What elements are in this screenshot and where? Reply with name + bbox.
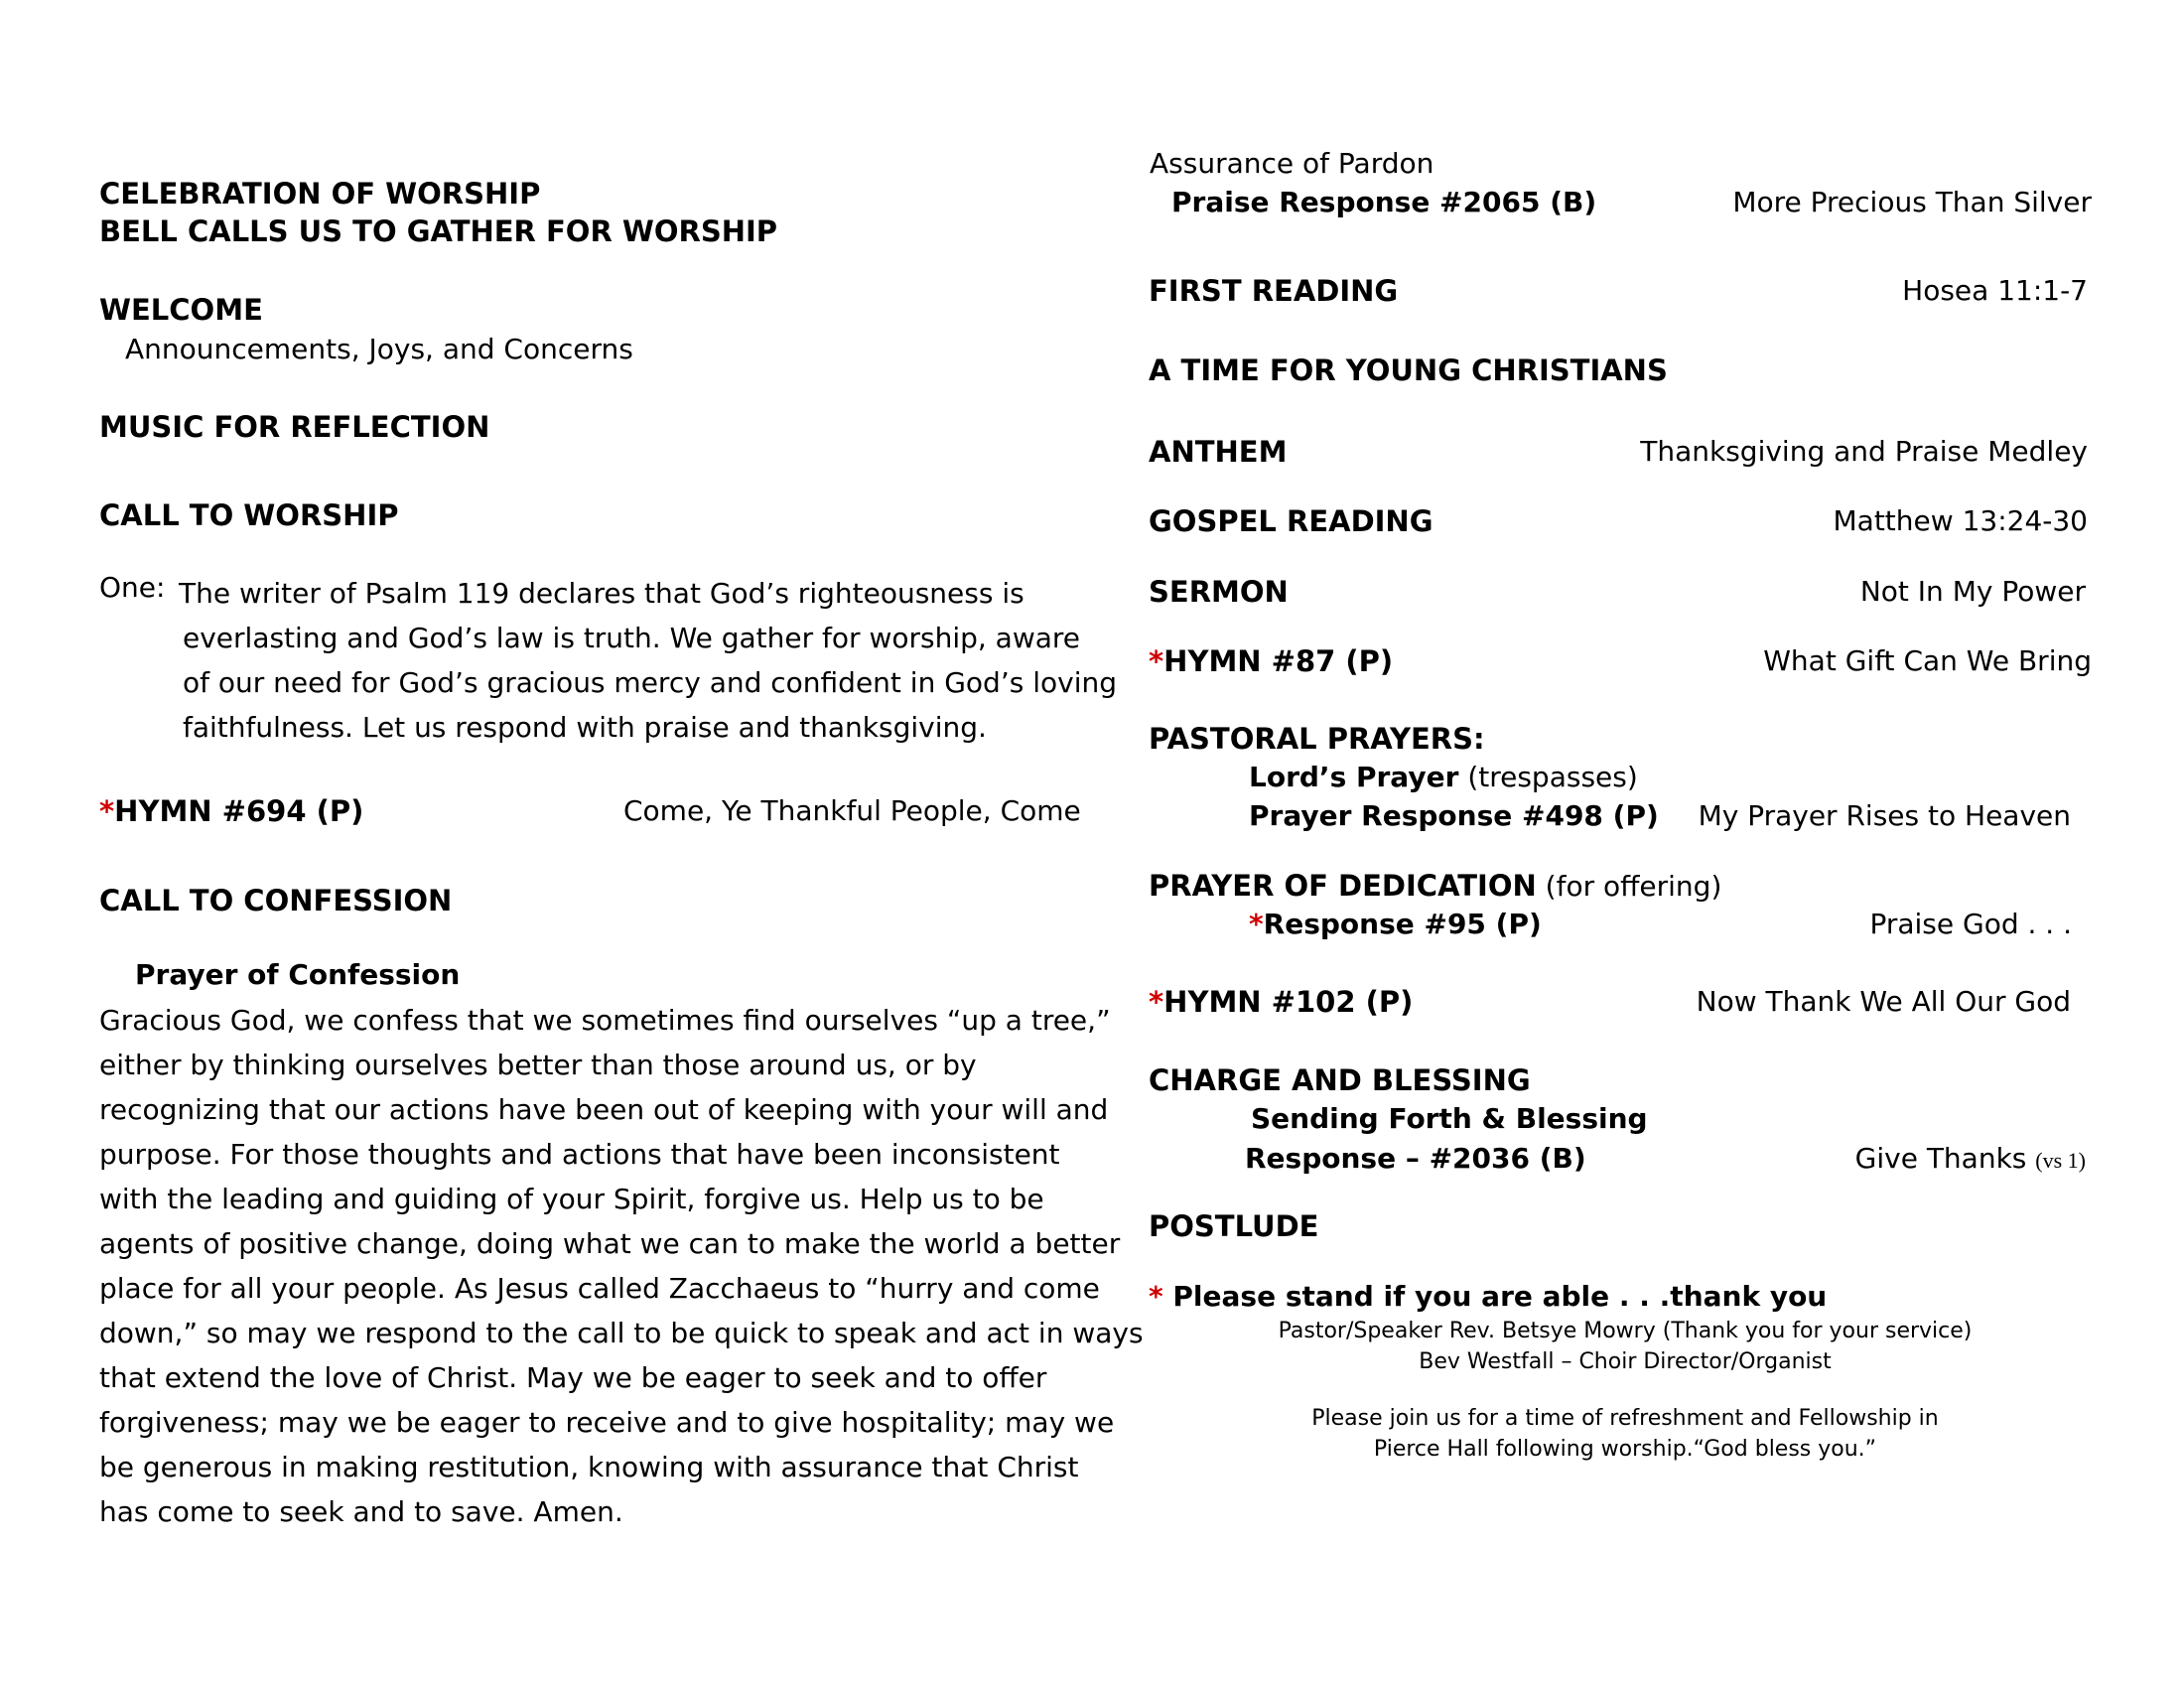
stand-asterisk: *	[1149, 644, 1164, 678]
organist-credit: Bev Westfall – Choir Director/Organist	[1419, 1349, 1832, 1374]
hymn-102-label: HYMN #102 (P)	[1163, 985, 1414, 1019]
hymn-694-label: HYMN #694 (P)	[114, 794, 364, 828]
confession-line: agents of positive change, doing what we can to make the world a better	[99, 1227, 1121, 1260]
give-thanks	[1855, 1142, 2086, 1175]
confession-line: place for all your people. As Jesus called Zacchaeus to “hurry and come	[99, 1272, 1100, 1305]
lords-prayer-label: Lord’s Prayer	[1249, 761, 1459, 793]
stand-asterisk: *	[1149, 985, 1164, 1019]
one-label: One:	[99, 571, 166, 604]
confession-line: down,” so may we respond to the call to be quick to speak and act in ways	[99, 1317, 1144, 1349]
response-95-label: Response #95 (P)	[1263, 908, 1542, 940]
heading-charge-and-blessing: CHARGE AND BLESSING	[1149, 1063, 1531, 1097]
hymn-87	[1149, 644, 1393, 678]
prayer-response-498: Prayer Response #498 (P)	[1249, 799, 1659, 832]
response-95-title: Praise God . . .	[1869, 908, 2072, 940]
prayer-of-dedication	[1149, 869, 1721, 903]
dedication-note: (for offering)	[1545, 870, 1722, 903]
call-worship-line: faithfulness. Let us respond with praise and thanksgiving.	[183, 711, 987, 744]
heading-call-to-worship: CALL TO WORSHIP	[99, 498, 399, 532]
sermon-title: Not In My Power	[1859, 575, 2086, 608]
call-to-worship-text	[179, 571, 1117, 750]
heading-young-christians: A TIME FOR YOUNG CHRISTIANS	[1149, 353, 1668, 387]
fellowship-notice-line-2: Pierce Hall following worship.“God bless you.”	[1373, 1437, 1877, 1462]
confession-line: be generous in making restitution, knowing with assurance that Christ	[99, 1451, 1079, 1483]
heading-call-to-confession: CALL TO CONFESSION	[99, 884, 453, 917]
confession-line: with the leading and guiding of your Spirit, forgive us. Help us to be	[99, 1183, 1044, 1215]
stand-asterisk: *	[99, 794, 115, 828]
stand-asterisk: *	[1149, 1280, 1163, 1313]
heading-gospel-reading: GOSPEL READING	[1149, 504, 1433, 538]
prayer-response-title: My Prayer Rises to Heaven	[1698, 799, 2071, 832]
confession-line: that extend the love of Christ. May we be eager to seek and to offer	[99, 1361, 1047, 1394]
lords-prayer	[1249, 761, 1638, 793]
gospel-ref: Matthew 13:24-30	[1833, 504, 2088, 537]
prayer-of-confession-title: Prayer of Confession	[135, 958, 461, 991]
anthem-title: Thanksgiving and Praise Medley	[1640, 435, 2088, 468]
confession-line: recognizing that our actions have been out of keeping with your will and	[99, 1093, 1109, 1126]
sending-forth: Sending Forth & Blessing	[1251, 1102, 1648, 1135]
praise-response-2065: Praise Response #2065 (B)	[1171, 186, 1597, 218]
praise-response-title: More Precious Than Silver	[1732, 186, 2092, 218]
confession-line: either by thinking ourselves better than those around us, or by	[99, 1049, 977, 1081]
welcome-subtext: Announcements, Joys, and Concerns	[125, 333, 633, 365]
hymn-102-title: Now Thank We All Our God	[1696, 985, 2071, 1018]
title-bell: BELL CALLS US TO GATHER FOR WORSHIP	[99, 214, 778, 248]
heading-anthem: ANTHEM	[1149, 435, 1288, 469]
heading-welcome: WELCOME	[99, 293, 263, 327]
hymn-102	[1149, 985, 1413, 1019]
prayer-of-dedication-label: PRAYER OF DEDICATION	[1149, 869, 1537, 903]
assurance-of-pardon: Assurance of Pardon	[1150, 147, 1434, 180]
call-worship-line: of our need for God’s gracious mercy and confident in God’s loving	[183, 666, 1117, 699]
confession-line: purpose. For those thoughts and actions that have been inconsistent	[99, 1138, 1060, 1171]
fellowship-notice-line-1: Please join us for a time of refreshment and Fellowship in	[1311, 1406, 1939, 1431]
confession-line: Gracious God, we confess that we sometimes find ourselves “up a tree,”	[99, 1004, 1111, 1037]
confession-text	[99, 998, 1144, 1534]
response-2036: Response – #2036 (B)	[1245, 1142, 1586, 1175]
hymn-694-title: Come, Ye Thankful People, Come	[623, 794, 1081, 827]
confession-line: has come to seek and to save. Amen.	[99, 1495, 623, 1528]
heading-postlude: POSTLUDE	[1149, 1209, 1319, 1243]
hymn-87-label: HYMN #87 (P)	[1163, 644, 1394, 678]
hymn-694	[99, 794, 363, 828]
title-celebration: CELEBRATION OF WORSHIP	[99, 177, 541, 211]
heading-first-reading: FIRST READING	[1149, 274, 1399, 308]
pastor-credit: Pastor/Speaker Rev. Betsye Mowry (Thank you for your service)	[1278, 1319, 1973, 1343]
call-worship-line: The writer of Psalm 119 declares that God’s righteousness is	[179, 577, 1024, 610]
give-thanks-label: Give Thanks	[1854, 1142, 2027, 1175]
response-95	[1249, 908, 1542, 940]
call-worship-line: everlasting and God’s law is truth. We gather for worship, aware	[183, 622, 1081, 654]
hymn-87-title: What Gift Can We Bring	[1763, 644, 2092, 677]
heading-pastoral-prayers: PASTORAL PRAYERS:	[1149, 722, 1485, 756]
heading-sermon: SERMON	[1149, 575, 1289, 609]
give-thanks-note: (vs 1)	[2035, 1148, 2086, 1173]
first-reading-ref: Hosea 11:1-7	[1902, 274, 2088, 307]
stand-asterisk: *	[1249, 908, 1264, 940]
stand-notice-text: Please stand if you are able . . .thank you	[1172, 1280, 1828, 1313]
stand-notice	[1149, 1280, 1827, 1313]
confession-line: forgiveness; may we be eager to receive and to give hospitality; may we	[99, 1406, 1115, 1439]
lords-prayer-note: (trespasses)	[1467, 761, 1638, 793]
heading-music: MUSIC FOR REFLECTION	[99, 410, 490, 444]
